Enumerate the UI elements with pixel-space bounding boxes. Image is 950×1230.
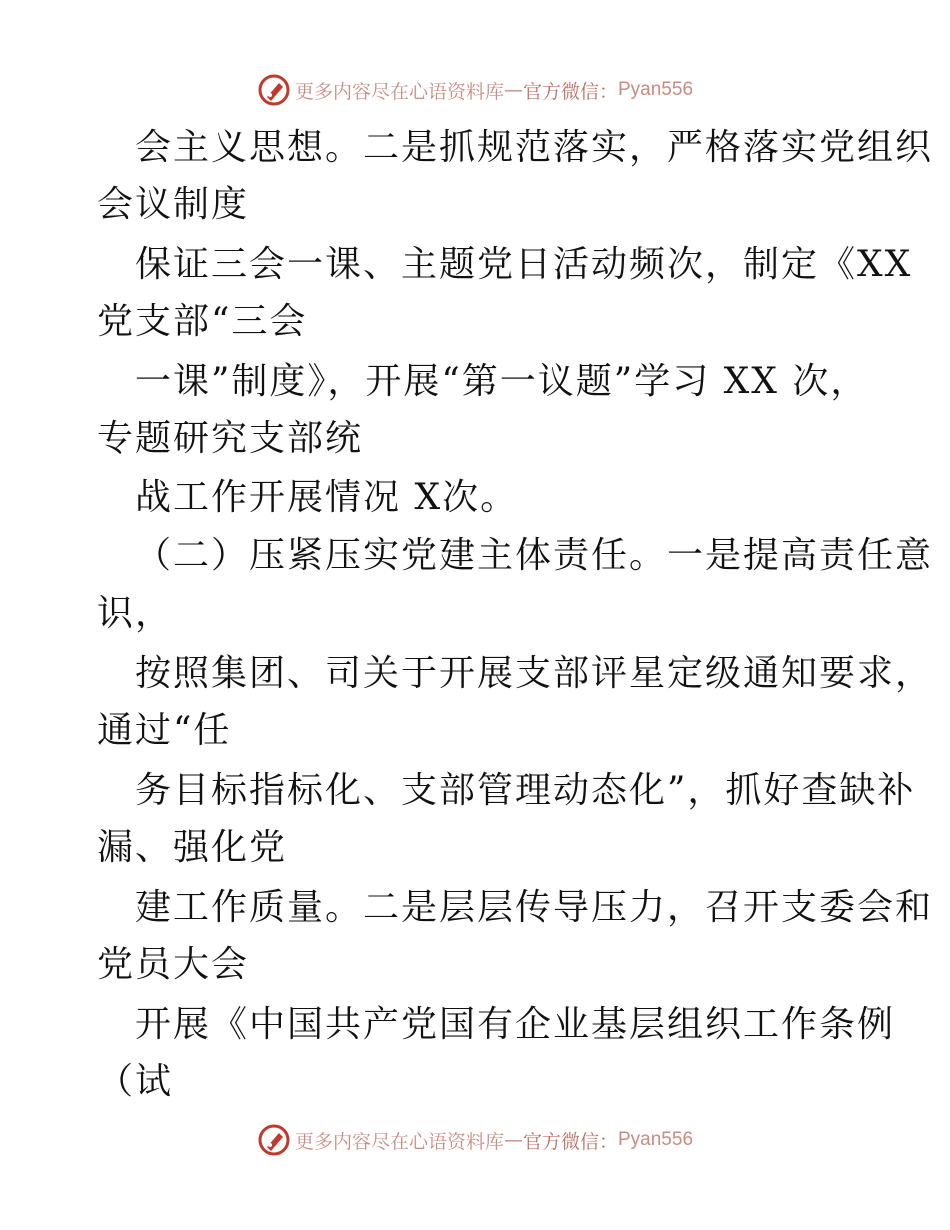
watermark-text: 更多内容尽在心语资料库 xyxy=(294,80,504,103)
watermark-banner-bottom xyxy=(0,1120,950,1160)
paragraph-line: （二）压紧压实党建主体责任。一是提高责任意 xyxy=(135,535,934,576)
paragraph-line: 建工作质量。二是层层传导压力，召开支委会和 xyxy=(135,887,934,928)
watermark-official: 官方微信： xyxy=(522,1130,618,1153)
watermark-official: 官方微信： xyxy=(522,80,618,103)
watermark-handle: Pyan556 xyxy=(618,79,694,100)
paragraph-line: 战工作开展情况 X次。 xyxy=(135,477,519,518)
paragraph-line: 务目标指标化、支部管理动态化”，抓好查缺补 xyxy=(135,770,916,811)
paragraph-line: 会主义思想。二是抓规范落实，严格落实党组织 xyxy=(135,127,934,168)
watermark-dash: — xyxy=(503,1129,523,1151)
paragraph-line: 会议制度 xyxy=(97,184,250,225)
watermark-handle: Pyan556 xyxy=(618,1129,694,1150)
paragraph-line: 保证三会一课、主题党日活动频次，制定《XX xyxy=(135,244,913,285)
paragraph-line: 按照集团、司关于开展支部评星定级通知要求， xyxy=(135,653,934,694)
paragraph-line: 通过“任 xyxy=(97,710,232,751)
paragraph-line: 一课”制度》，开展“第一议题”学习 XX 次， xyxy=(135,361,869,402)
paragraph-line: 党员大会 xyxy=(97,944,250,985)
paragraph-line: （试 xyxy=(97,1061,174,1102)
watermark-text: 更多内容尽在心语资料库 xyxy=(294,1130,504,1153)
watermark-dash: — xyxy=(503,79,523,101)
paragraph-line: 开展《中国共产党国有企业基层组织工作条例 xyxy=(135,1004,896,1045)
pen-nib-circle-icon xyxy=(257,1123,291,1157)
paragraph-line: 识， xyxy=(97,593,174,634)
paragraph-line: 党支部“三会 xyxy=(97,301,308,342)
paragraph-line: 专题研究支部统 xyxy=(97,418,364,459)
paragraph-line: 漏、强化党 xyxy=(97,827,288,868)
